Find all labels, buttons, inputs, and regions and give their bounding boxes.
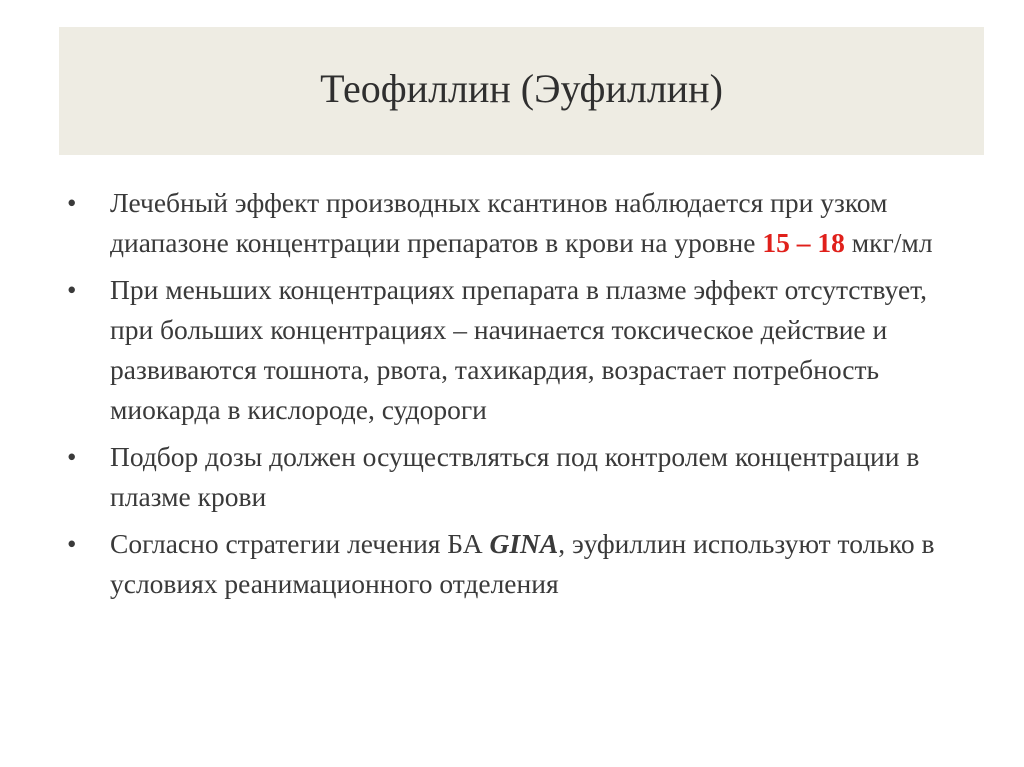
- bullet-text: При меньших концентрациях препарата в плазме эффект отсутствует, при больших концентрациях – начинается токсическое действие и развиваются тошнота, рвота, тахикардия, возрастает потребность миокарда в кислороде, судороги: [110, 274, 927, 425]
- bullet-item-therapeutic-range: [60, 183, 975, 263]
- bullet-text-rest: , эуфиллин используют только в условиях реанимационного отделения: [110, 528, 935, 599]
- bullet-text: Лечебный эффект производных ксантинов наблюдается при узком диапазоне концентрации препаратов в крови на уровне: [110, 187, 888, 258]
- bullet-icon: •: [67, 442, 77, 472]
- title-band: [59, 27, 984, 155]
- bullet-item-dose-selection: [60, 437, 975, 517]
- bullet-item-gina-strategy: [60, 524, 975, 604]
- bullet-item-concentration-effects: [60, 270, 975, 430]
- slide-title: Теофиллин (Эуфиллин): [320, 66, 723, 111]
- bullet-list: [60, 183, 975, 604]
- concentration-range: 15 – 18: [762, 227, 845, 258]
- bullet-text: Подбор дозы должен осуществляться под контролем концентрации в плазме крови: [110, 441, 920, 512]
- bullet-icon: •: [67, 188, 77, 218]
- bullet-text-unit: мкг/мл: [844, 227, 933, 258]
- bullet-icon: •: [67, 529, 77, 559]
- bullet-icon: •: [67, 275, 77, 305]
- bullet-text: Согласно стратегии лечения БА: [110, 528, 490, 559]
- gina-term: GINA: [489, 528, 559, 559]
- slide-content: [60, 183, 975, 611]
